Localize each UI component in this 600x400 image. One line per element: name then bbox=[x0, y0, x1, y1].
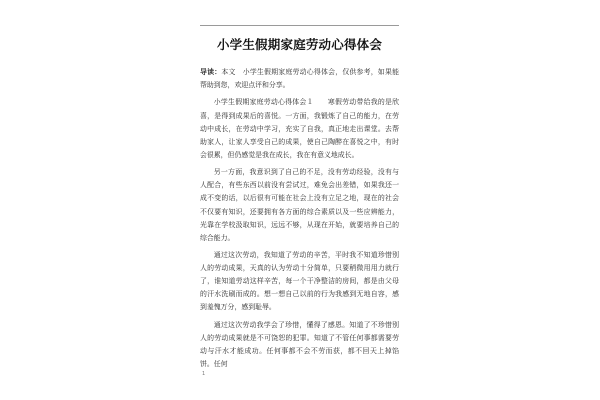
guide-label: 导读： bbox=[200, 68, 222, 76]
body-paragraph-3: 通过这次劳动，我知道了劳动的辛苦，平时我不知道珍惜别人的劳动成果，天真的认为劳动十分简单，只要稍微用用力就行了，谁知道劳动这样辛苦，每一个干净整洁的房间，都是由父母的汗水洗刷而成的。想一想自己以前的行为我感到无地自容，感到羞愧万分，感到耻辱。 bbox=[200, 251, 399, 312]
body-paragraph-1: 小学生假期家庭劳动心得体会１ 寒假劳动带给我的是欣喜，是得到成果后的喜悦。一方面，我锻炼了自己的能力，在劳动中成长，在劳动中学习，充实了自我，真正地走出课堂。去帮助家人，让家人享受自己的成果，使自己陶醉在喜悦之中，有时会很累，但仍感觉是我在成长，我在有意义地成长。 bbox=[200, 98, 399, 159]
document-title: 小学生假期家庭劳动心得体会 bbox=[216, 37, 383, 52]
page-number: 1 bbox=[202, 371, 206, 377]
body-paragraph-4: 通过这次劳动我学会了珍惜，懂得了感恩。知道了不珍惜别人的劳动成果就是不可饶恕的犯罪。知道了不管任何事都需要劳动与汗水才能成功。任何事都不会不劳而获，都不回天上掉馅饼。任何 bbox=[200, 320, 399, 369]
guide-paragraph bbox=[200, 66, 399, 92]
body-paragraph-2: 另一方面，我意识到了自己的不足，没有劳动经验，没有与人配合，有些东西以前没有尝试过，难免会出差错，如果我还一成不变的话，以后很有可能在社会上没有立足之地，现在的社会不仅要有知识，还要拥有各方面的综合素质以及一些应辨能力，光靠在学校汲取知识，远远不够，从现在开始，就要培养自己的综合能力。 bbox=[200, 168, 399, 242]
header-rule bbox=[200, 25, 399, 26]
guide-text: 本文 小学生假期家庭劳动心得体会，仅供参考，如果能帮助到您，欢迎点评和分享。 bbox=[200, 68, 400, 90]
document-body bbox=[200, 66, 399, 376]
